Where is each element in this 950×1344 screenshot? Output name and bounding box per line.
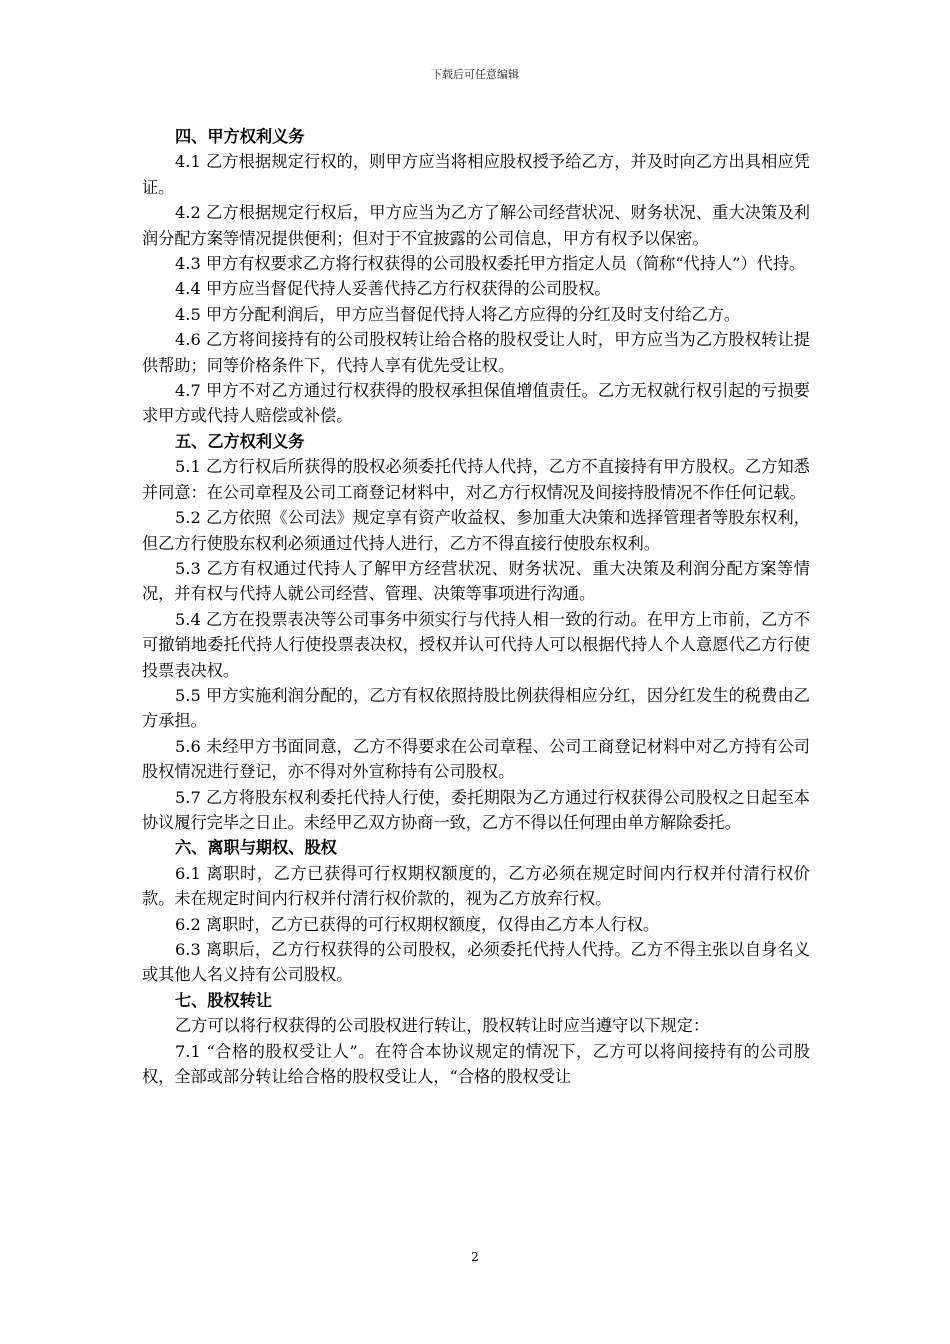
paragraph: 4.5 甲方分配利润后，甲方应当督促代持人将乙方应得的分红及时支付给乙方。 [175, 304, 741, 324]
paragraph: 5.1 乙方行权后所获得的股权必须委托代持人代持，乙方不直接持有甲方股权。乙方知悉并同意：在公司章程及公司工商登记材料中，对乙方行权情况及间接持股情况不作任何记载。 [142, 457, 810, 502]
paragraph: 4.3 甲方有权要求乙方将行权获得的公司股权委托甲方指定人员（简称“代持人”）代持。 [175, 254, 806, 274]
paragraph: 5.3 乙方有权通过代持人了解甲方经营状况、财务状况、重大决策及利润分配方案等情况，并有权与代持人就公司经营、管理、决策等事项进行沟通。 [142, 558, 810, 604]
paragraph: 5.5 甲方实施利润分配的，乙方有权依照持股比例获得相应分红，因分红发生的税费由乙方承担。 [142, 685, 810, 731]
page-number: 2 [471, 1250, 479, 1264]
paragraph: 6.1 离职时，乙方已获得可行权期权额度的，乙方必须在规定时间内行权并付清行权价款。未在规定时间内行权并付清行权价款的，视为乙方放弃行权。 [142, 863, 810, 909]
paragraph: 7.1 “合格的股权受让人”。在符合本协议规定的情况下，乙方可以将间接持有的公司股权，全部或部分转让给合格的股权受让人，“合格的股权受让 [142, 1041, 810, 1087]
document-body [142, 124, 810, 1089]
paragraph: 5.2 乙方依照《公司法》规定享有资产收益权、参加重大决策和选择管理者等股东权利，但乙方行使股东权利必须通过代持人进行，乙方不得直接行使股东权利。 [142, 508, 810, 553]
paragraph: 4.2 乙方根据规定行权后，甲方应当为乙方了解公司经营状况、财务状况、重大决策及利润分配方案等情况提供便利；但对于不宜披露的公司信息，甲方有权予以保密。 [142, 203, 810, 248]
paragraph: 4.1 乙方根据规定行权的，则甲方应当将相应股权授予给乙方，并及时向乙方出具相应凭证。 [142, 152, 810, 197]
section-heading: 四、甲方权利义务 [175, 127, 305, 146]
paragraph: 乙方可以将行权获得的公司股权进行转让，股权转让时应当遵守以下规定： [175, 1016, 710, 1036]
section-heading: 五、乙方权利义务 [175, 431, 305, 451]
section-heading: 六、离职与期权、股权 [175, 838, 337, 858]
paragraph: 5.7 乙方将股东权利委托代持人行使，委托期限为乙方通过行权获得公司股权之日起至本协议履行完毕之日止。未经甲乙双方协商一致，乙方不得以任何理由单方解除委托。 [142, 787, 810, 832]
paragraph: 4.6 乙方将间接持有的公司股权转让给合格的股权受让人时，甲方应当为乙方股权转让提供帮助；同等价格条件下，代持人享有优先受让权。 [142, 330, 810, 375]
section-heading: 七、股权转让 [175, 990, 273, 1010]
paragraph: 6.2 离职时，乙方已获得的可行权期权额度，仅得由乙方本人行权。 [175, 914, 660, 934]
paragraph: 4.7 甲方不对乙方通过行权获得的股权承担保值增值责任。乙方无权就行权引起的亏损要求甲方或代持人赔偿或补偿。 [142, 381, 810, 426]
paragraph: 5.6 未经甲方书面同意，乙方不得要求在公司章程、公司工商登记材料中对乙方持有公司股权情况进行登记，亦不得对外宣称持有公司股权。 [142, 736, 810, 782]
page-header: 下载后可任意编辑 [431, 68, 519, 81]
paragraph: 4.4 甲方应当督促代持人妥善代持乙方行权获得的公司股权。 [175, 279, 611, 299]
paragraph: 6.3 离职后，乙方行权获得的公司股权，必须委托代持人代持。乙方不得主张以自身名义或其他人名义持有公司股权。 [142, 940, 810, 985]
paragraph: 5.4 乙方在投票表决等公司事务中须实行与代持人相一致的行动。在甲方上市前，乙方不可撤销地委托代持人行使投票表决权，授权并认可代持人可以根据代持人个人意愿代乙方行使投票表决权。 [142, 609, 810, 680]
